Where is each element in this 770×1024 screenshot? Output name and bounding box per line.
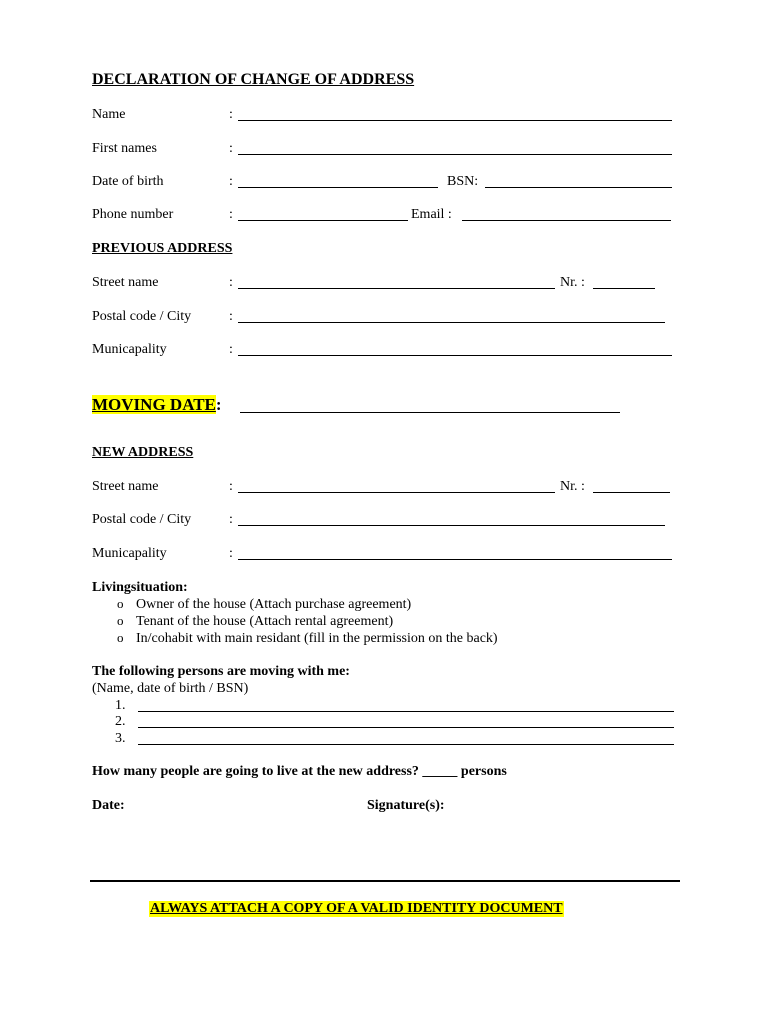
colon: : <box>229 479 233 494</box>
new-address-heading: NEW ADDRESS <box>92 445 194 460</box>
first-names-field[interactable] <box>238 139 672 155</box>
prev-nr-label: Nr. : <box>560 275 585 290</box>
how-many-row <box>92 764 507 780</box>
colon: : <box>229 207 233 222</box>
persons-sub-label: (Name, date of birth / BSN) <box>92 681 249 696</box>
prev-postal-label: Postal code / City <box>92 309 192 324</box>
prev-municipality-label: Municapality <box>92 342 167 357</box>
new-municipality-label: Municapality <box>92 546 167 561</box>
colon: : <box>229 275 233 290</box>
page-title: DECLARATION OF CHANGE OF ADDRESS <box>92 71 415 88</box>
option-tenant-label: Tenant of the house (Attach rental agreement) <box>136 614 394 629</box>
colon: : <box>229 107 233 122</box>
new-municipality-field[interactable] <box>238 544 672 560</box>
option-owner[interactable] <box>117 596 411 613</box>
person-3-field[interactable] <box>138 729 674 745</box>
new-postal-field[interactable] <box>238 510 665 526</box>
option-cohabit-label: In/cohabit with main residant (fill in the permission on the back) <box>136 631 498 646</box>
new-nr-field[interactable] <box>593 477 670 493</box>
name-field[interactable] <box>238 105 672 121</box>
person-number-3: 3. <box>115 731 126 746</box>
phone-label: Phone number <box>92 207 174 222</box>
identity-document-note: ALWAYS ATTACH A COPY OF A VALID IDENTITY DOCUMENT <box>150 901 563 916</box>
moving-date-highlight: MOVING DATE <box>92 395 216 414</box>
colon: : <box>229 174 233 189</box>
previous-address-heading: PREVIOUS ADDRESS <box>92 241 233 256</box>
signature-label: Signature(s): <box>367 798 445 813</box>
prev-street-label: Street name <box>92 275 159 290</box>
colon: : <box>229 141 233 156</box>
moving-date-label <box>92 395 222 415</box>
colon: : <box>229 342 233 357</box>
phone-field[interactable] <box>238 205 408 221</box>
person-number-2: 2. <box>115 714 126 729</box>
date-label: Date: <box>92 798 125 813</box>
option-bullet[interactable]: o <box>117 613 124 628</box>
how-many-blank[interactable]: _____ <box>422 764 458 779</box>
option-cohabit[interactable] <box>117 630 498 647</box>
prev-postal-field[interactable] <box>238 307 665 323</box>
colon: : <box>229 512 233 527</box>
dob-field[interactable] <box>238 172 438 188</box>
option-owner-label: Owner of the house (Attach purchase agreement) <box>136 597 412 612</box>
person-2-field[interactable] <box>138 712 674 728</box>
how-many-unit: persons <box>460 764 507 779</box>
dob-label: Date of birth <box>92 174 164 189</box>
moving-date-colon: : <box>215 395 222 414</box>
option-tenant[interactable] <box>117 613 393 630</box>
bsn-label: BSN: <box>447 174 479 189</box>
prev-municipality-field[interactable] <box>238 340 672 356</box>
new-postal-label: Postal code / City <box>92 512 192 527</box>
bsn-field[interactable] <box>485 172 672 188</box>
moving-date-field[interactable] <box>240 396 620 413</box>
footer-divider <box>90 880 680 882</box>
email-label: Email : <box>411 207 452 222</box>
how-many-question: How many people are going to live at the new address? <box>92 764 419 779</box>
living-situation-label: Livingsituation: <box>92 580 188 595</box>
prev-nr-field[interactable] <box>593 273 655 289</box>
person-number-1: 1. <box>115 698 126 713</box>
first-names-label: First names <box>92 141 157 156</box>
name-label: Name <box>92 107 126 122</box>
email-field[interactable] <box>462 205 671 221</box>
option-bullet[interactable]: o <box>117 596 124 611</box>
colon: : <box>229 546 233 561</box>
new-nr-label: Nr. : <box>560 479 585 494</box>
persons-label: The following persons are moving with me: <box>92 664 350 679</box>
colon: : <box>229 309 233 324</box>
person-1-field[interactable] <box>138 696 674 712</box>
new-street-label: Street name <box>92 479 159 494</box>
option-bullet[interactable]: o <box>117 630 124 645</box>
new-street-field[interactable] <box>238 477 555 493</box>
prev-street-field[interactable] <box>238 273 555 289</box>
